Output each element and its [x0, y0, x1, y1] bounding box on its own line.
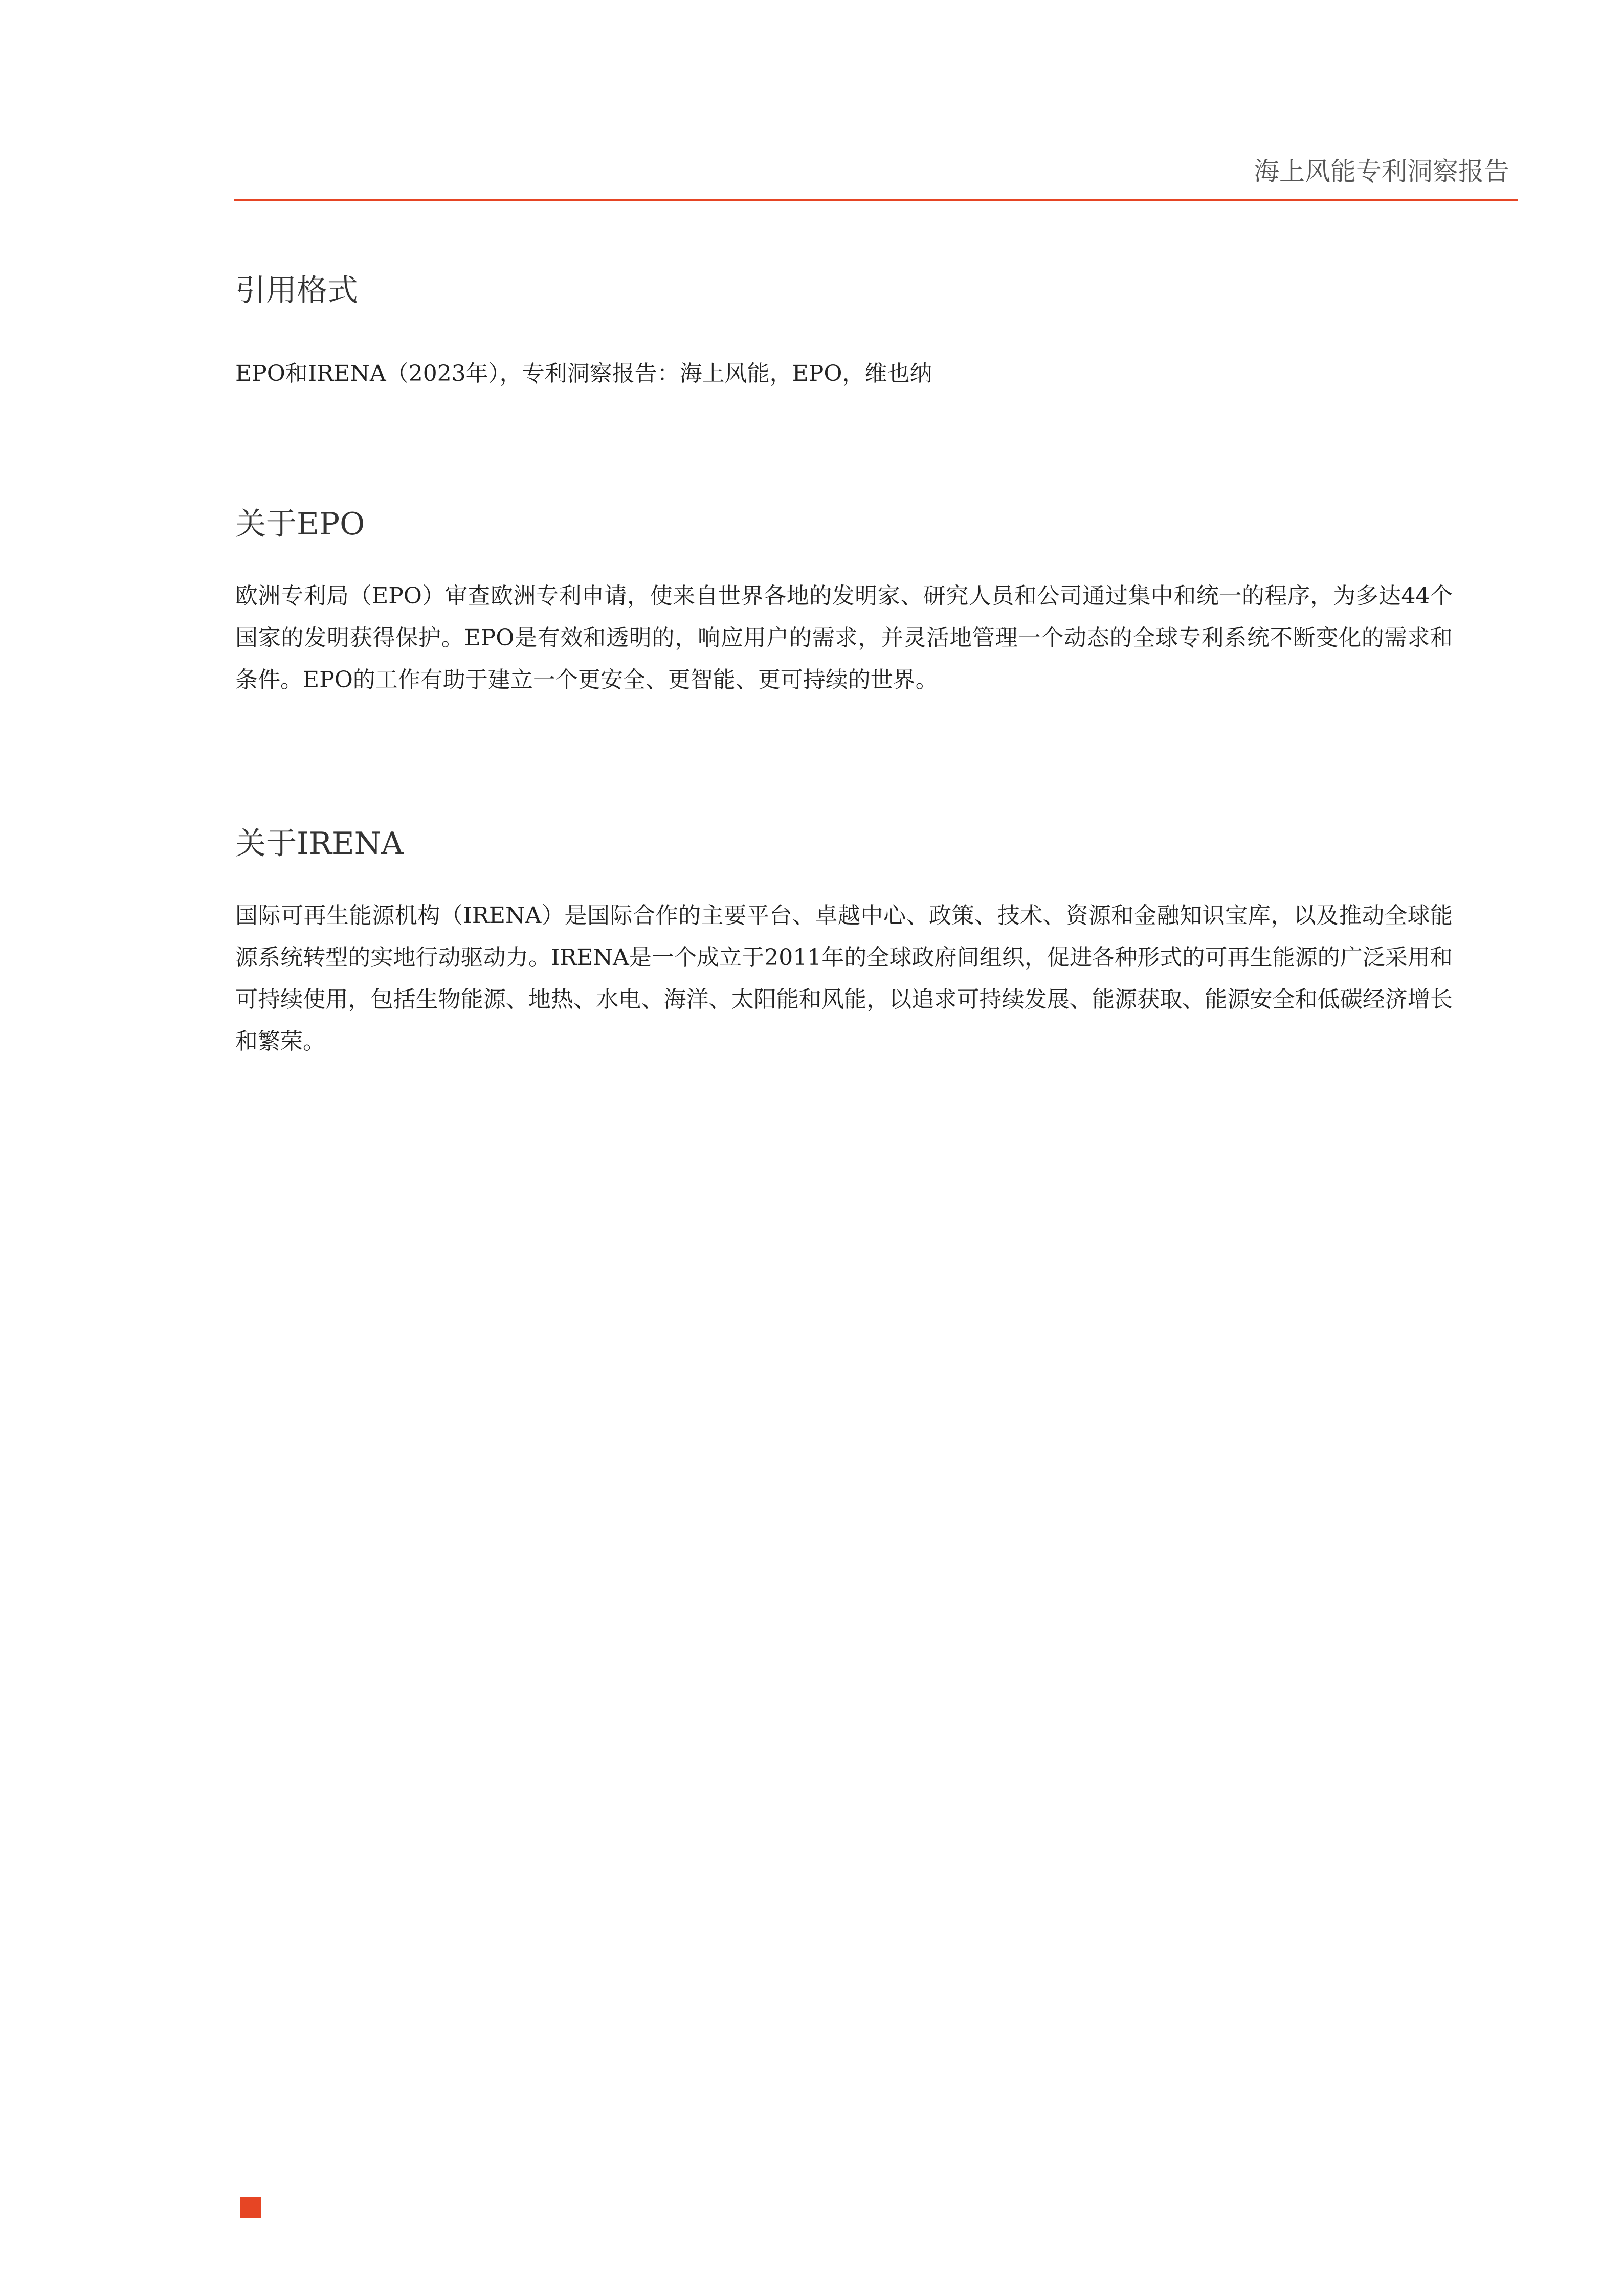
running-header-title: 海上风能专利洞察报告 — [1254, 156, 1509, 186]
footer-accent-square — [240, 2197, 261, 2218]
header-divider — [234, 199, 1518, 201]
about-epo-section — [235, 504, 1453, 701]
about-irena-title: 关于IRENA — [235, 826, 404, 862]
citation-title: 引用格式 — [235, 273, 358, 308]
about-irena-text: 国际可再生能源机构（IRENA）是国际合作的主要平台、卓越中心、政策、技术、资源和金融知识宝库，以及推动全球能源系统转型的实地行动驱动力。IRENA是一个成立于2011年的全球政府间组织，促进各种形式的可再生能源的广泛采用和可持续使用，包括生物能源、地热、水电、海洋、太阳能和风能，以追求可持续发展、能源获取、能源安全和低碳经济增长和繁荣。 — [235, 903, 1453, 1054]
citation-text: EPO和IRENA（2023年），专利洞察报告：海上风能，EPO，维也纳 — [235, 361, 932, 387]
about-irena-section — [235, 823, 1453, 1063]
about-epo-title: 关于EPO — [235, 506, 365, 542]
about-epo-text: 欧洲专利局（EPO）审查欧洲专利申请，使来自世界各地的发明家、研究人员和公司通过集中和统一的程序，为多达44个国家的发明获得保护。EPO是有效和透明的，响应用户的需求，并灵活地管理一个动态的全球专利系统不断变化的需求和条件。EPO的工作有助于建立一个更安全、更智能、更可持续的世界。 — [235, 583, 1453, 693]
citation-section — [235, 270, 1453, 395]
